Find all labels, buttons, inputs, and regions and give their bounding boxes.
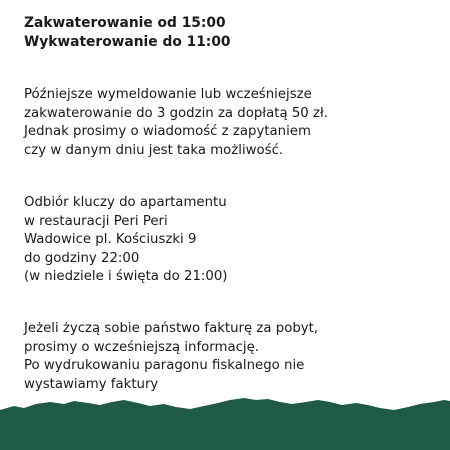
invoice-line: prosimy o wcześniejszą informację. xyxy=(24,339,260,355)
invoice-paragraph xyxy=(24,320,434,394)
late-checkout-paragraph xyxy=(24,86,434,160)
key-pickup-holiday-hours: (w niedziele i święta do 21:00) xyxy=(24,269,228,284)
mountain-hills-decoration xyxy=(0,390,450,450)
invoice-line: Jeżeli życzą sobie państwo fakturę za pobyt, xyxy=(24,321,319,336)
key-pickup-hours: do godziny 22:00 xyxy=(24,250,140,266)
key-pickup-paragraph xyxy=(24,194,434,287)
invoice-line: Po wydrukowaniu paragonu fiskalnego nie xyxy=(24,358,305,373)
hills-shape xyxy=(0,398,450,450)
checkout-time: Wykwaterowanie do 11:00 xyxy=(24,33,231,50)
invoice-line: wystawiamy faktury xyxy=(24,376,159,392)
late-checkout-line: Późniejsze wymeldowanie lub wcześniejsze xyxy=(24,87,312,102)
checkin-checkout-heading xyxy=(24,14,434,51)
late-checkout-line: czy w danym dniu jest taka możliwość. xyxy=(24,142,284,158)
late-checkout-line: zakwaterowanie do 3 godzin za dopłatą 50 zł. xyxy=(24,105,328,121)
key-pickup-line: w restauracji Peri Peri xyxy=(24,213,168,229)
key-pickup-address: Wadowice pl. Kościuszki 9 xyxy=(24,232,197,247)
key-pickup-line: Odbiór kluczy do apartamentu xyxy=(24,195,227,210)
checkin-time: Zakwaterowanie od 15:00 xyxy=(24,15,226,31)
late-checkout-line: Jednak prosimy o wiadomość z zapytaniem xyxy=(24,124,311,139)
